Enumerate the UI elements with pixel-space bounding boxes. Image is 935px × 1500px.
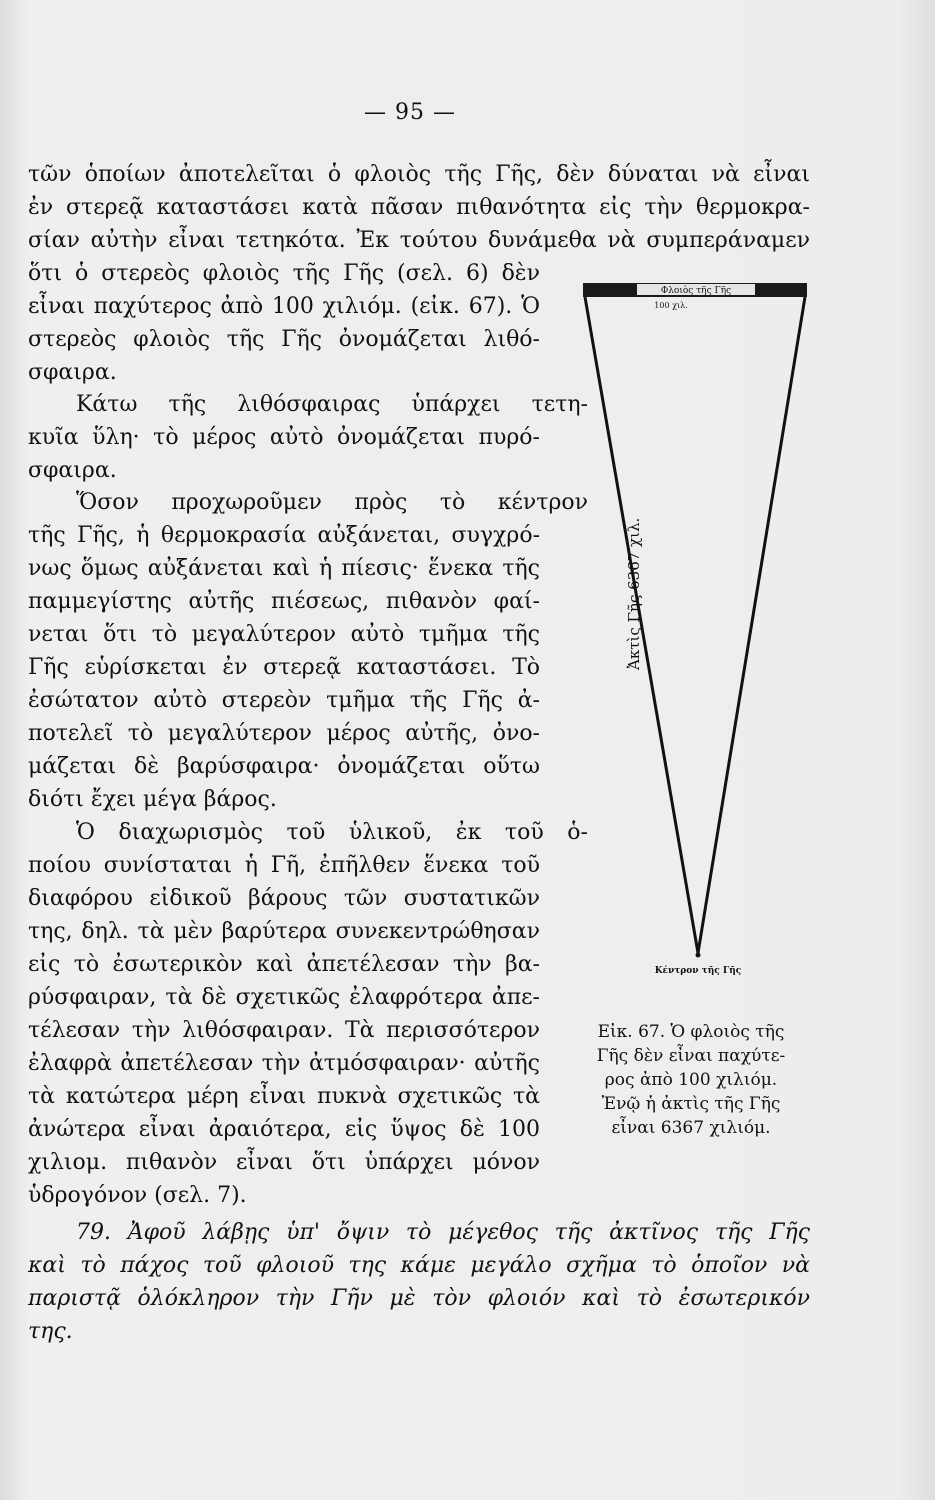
text-line: τῆς Γῆς, ἡ θερμοκρασία αὐξάνεται, συγχρό- bbox=[28, 523, 540, 548]
caption-line: ρος ἀπὸ 100 χιλιόμ. bbox=[604, 1070, 778, 1090]
text-line: σίαν αὐτὴν εἶναι τετηκότα. Ἐκ τούτου δυνάμεθα νὰ συμπεράναμεν bbox=[28, 228, 810, 253]
text-line: Ὁ διαχωρισμὸς τοῦ ὑλικοῦ, ἐκ τοῦ ὁ- bbox=[76, 820, 588, 845]
center-point bbox=[696, 953, 701, 958]
text-line: τέλεσαν τὴν λιθόσφαιραν. Τὰ περισσότερον bbox=[28, 1018, 540, 1043]
radius-label: Ἀκτὶς Γῆς 6367 χιλ. bbox=[625, 517, 643, 670]
text-line: νως ὅμως αὐξάνεται καὶ ἡ πίεσις· ἕνεκα τῆς bbox=[28, 556, 540, 581]
text-line: Γῆς εὑρίσκεται ἐν στερεᾷ καταστάσει. Τὸ bbox=[28, 655, 540, 680]
text-line: ἀνώτερα εἶναι ἀραιότερα, εἰς ὕψος δὲ 100 bbox=[28, 1117, 540, 1142]
text-line: ρύσφαιραν, τὰ δὲ σχετικῶς ἐλαφρότερα ἀπε- bbox=[28, 985, 540, 1010]
thickness-label: 100 χιλ. bbox=[654, 301, 688, 310]
text-line: εἰς τὸ ἐσωτερικὸν καὶ ἀπετέλεσαν τὴν βα- bbox=[28, 952, 540, 977]
text-line: διότι ἔχει μέγα βάρος. bbox=[28, 787, 277, 812]
text-line: κυῖα ὕλη· τὸ μέρος αὐτὸ ὀνομάζεται πυρό- bbox=[28, 425, 540, 450]
text-line: σφαιρα. bbox=[28, 360, 117, 385]
text-line: ἐλαφρὰ ἀπετέλεσαν τὴν ἀτμόσφαιραν· αὐτῆς bbox=[28, 1051, 540, 1076]
text-line: της, δηλ. τὰ μὲν βαρύτερα συνεκεντρώθησαν bbox=[28, 919, 540, 944]
wedge-diagram bbox=[575, 275, 815, 985]
exercise-line: 79. Ἀφοῦ λάβῃς ὑπ' ὄψιν τὸ μέγεθος τῆς ἀκτῖνος τῆς Γῆς bbox=[76, 1220, 810, 1245]
text-line: μάζεται δὲ βαρύσφαιρα· ὀνομάζεται οὕτω bbox=[28, 754, 540, 779]
text-line: σφαιρα. bbox=[28, 458, 117, 483]
text-line: νεται ὅτι τὸ μεγαλύτερον αὐτὸ τμῆμα τῆς bbox=[28, 622, 540, 647]
caption-line: Εἰκ. 67. Ὁ φλοιὸς τῆς bbox=[597, 1022, 785, 1042]
text-line: διαφόρου εἰδικοῦ βάρους τῶν συστατικῶν bbox=[28, 886, 540, 911]
caption-line: εἶναι 6367 χιλιόμ. bbox=[611, 1118, 771, 1138]
caption-line: Ἐνῷ ἡ ἀκτὶς τῆς Γῆς bbox=[601, 1094, 781, 1114]
text-line: Κάτω τῆς λιθόσφαιρας ὑπάρχει τετη- bbox=[76, 392, 588, 417]
text-line: παμμεγίστης αὐτῆς πιέσεως, πιθανὸν φαί- bbox=[28, 589, 540, 614]
text-line: ποίου συνίσταται ἡ Γῆ, ἐπῆλθεν ἕνεκα τοῦ bbox=[28, 853, 540, 878]
text-line: τῶν ὁποίων ἀποτελεῖται ὁ φλοιὸς τῆς Γῆς, δὲν δύναται νὰ εἶναι bbox=[28, 162, 810, 187]
exercise-line: καὶ τὸ πάχος τοῦ φλοιοῦ της κάμε μεγάλο σχῆμα τὸ ὁποῖον νὰ bbox=[28, 1253, 810, 1278]
text-line: ἐσώτατον αὐτὸ στερεὸν τμῆμα τῆς Γῆς ἀ- bbox=[28, 688, 540, 713]
text-line: εἶναι παχύτερος ἀπὸ 100 χιλιόμ. (εἰκ. 67). Ὁ bbox=[28, 294, 540, 319]
text-line: ὑδρογόνον (σελ. 7). bbox=[28, 1183, 247, 1208]
text-line: Ὅσον προχωροῦμεν πρὸς τὸ κέντρον bbox=[76, 490, 588, 515]
exercise-line: της. bbox=[28, 1319, 73, 1344]
text-line: στερεὸς φλοιὸς τῆς Γῆς ὀνομάζεται λιθό- bbox=[28, 327, 540, 352]
text-line: ὅτι ὁ στερεὸς φλοιὸς τῆς Γῆς (σελ. 6) δὲν bbox=[28, 261, 540, 286]
crust-label: Φλοιὸς τῆς Γῆς bbox=[660, 286, 732, 296]
page-number: — 95 — bbox=[364, 100, 456, 125]
earth-crust-figure bbox=[575, 275, 815, 985]
caption-line: Γῆς δὲν εἶναι παχύτε- bbox=[596, 1046, 786, 1066]
text-line: ποτελεῖ τὸ μεγαλύτερον μέρος αὐτῆς, ὀνο- bbox=[28, 721, 540, 746]
figure-caption bbox=[566, 1020, 816, 1140]
wedge-right-edge bbox=[698, 297, 805, 953]
text-line: χιλιομ. πιθανὸν εἶναι ὅτι ὑπάρχει μόνον bbox=[28, 1150, 540, 1175]
center-label: Κέντρον τῆς Γῆς bbox=[654, 966, 742, 976]
text-line: ἐν στερεᾷ καταστάσει κατὰ πᾶσαν πιθανότητα εἰς τὴν θερμοκρα- bbox=[28, 195, 810, 220]
text-line: τὰ κατώτερα μέρη εἶναι πυκνὰ σχετικῶς τὰ bbox=[28, 1084, 540, 1109]
exercise-line: παριστᾷ ὁλόκληρον τὴν Γῆν μὲ τὸν φλοιόν καὶ τὸ ἐσωτερικόν bbox=[28, 1286, 810, 1311]
